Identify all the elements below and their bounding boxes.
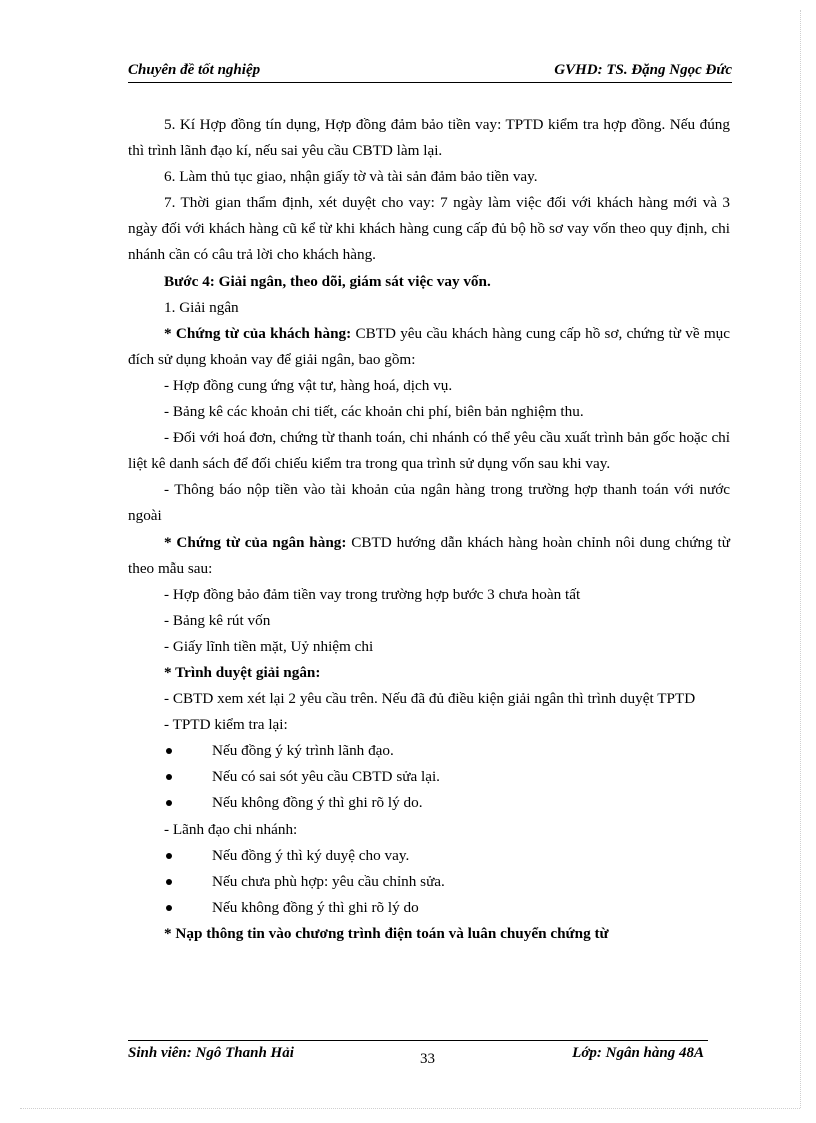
paragraph: 6. Làm thủ tục giao, nhận giấy tờ và tài sản đảm bảo tiền vay. xyxy=(164,168,538,186)
list-item: - Hợp đồng bảo đảm tiền vay trong trường hợp bước 3 chưa hoàn tất xyxy=(164,585,581,603)
page-header xyxy=(128,62,732,83)
subheading: * Chứng từ của ngân hàng: xyxy=(164,533,347,551)
list-item: - Giấy lĩnh tiền mặt, Uỷ nhiệm chi xyxy=(164,637,374,655)
list-item: - Bảng kê rút vốn xyxy=(164,611,271,629)
bullet-text: Nếu đồng ý thì ký duyệ cho vay. xyxy=(212,846,410,864)
paragraph: 5. Kí Hợp đồng tín dụng, Hợp đồng đảm bảo tiền vay: TPTD kiểm tra hợp đồng. Nếu đúng thì trình lãnh đạo kí, nếu sai yêu cầu CBTD làm lại. xyxy=(128,116,730,160)
list-item: - Hợp đồng cung ứng vật tư, hàng hoá, dịch vụ. xyxy=(164,376,453,394)
bullet-item xyxy=(128,895,730,921)
header-title: Chuyên đề tốt nghiệp xyxy=(128,62,261,78)
page-border-bottom xyxy=(20,1108,800,1109)
bullet-icon xyxy=(166,853,172,859)
bullet-item xyxy=(128,790,730,816)
bullet-item xyxy=(128,764,730,790)
page-body xyxy=(128,112,730,947)
paragraph xyxy=(128,530,730,582)
bullet-text: Nếu không đồng ý thì ghi rõ lý do. xyxy=(212,794,423,812)
footer-student: Sinh viên: Ngô Thanh Hải xyxy=(128,1045,294,1061)
list-item: - Thông báo nộp tiền vào tài khoản của ngân hàng trong trường hợp thanh toán với nước ngoài xyxy=(128,481,730,525)
subheading: * Chứng từ của khách hàng: xyxy=(164,324,352,342)
page-number: 33 xyxy=(420,1051,435,1067)
footer-class: Lớp: Ngân hàng 48A xyxy=(572,1045,704,1061)
list-item: - Đối với hoá đơn, chứng từ thanh toán, chi nhánh có thể yêu cầu xuất trình bản gốc hoặc chỉ liệt kê danh sách để đối chiếu kiểm tra trong qua trình sử dụng vốn sau khi vay. xyxy=(128,429,730,473)
paragraph: 1. Giải ngân xyxy=(164,298,239,316)
bullet-item xyxy=(128,843,730,869)
bullet-icon xyxy=(166,905,172,911)
paragraph xyxy=(128,321,730,373)
bullet-icon xyxy=(166,879,172,885)
list-item: - CBTD xem xét lại 2 yêu cầu trên. Nếu đã đủ điều kiện giải ngân thì trình duyệt TPTD xyxy=(164,690,696,708)
page-footer xyxy=(128,1040,708,1071)
header-advisor: GVHD: TS. Đặng Ngọc Đức xyxy=(554,62,732,78)
bullet-text: Nếu đồng ý ký trình lãnh đạo. xyxy=(212,742,394,760)
bullet-item xyxy=(128,869,730,895)
bullet-icon xyxy=(166,774,172,780)
subheading: * Nạp thông tin vào chương trình điện toán và luân chuyển chứng từ xyxy=(164,924,609,942)
bullet-text: Nếu không đồng ý thì ghi rõ lý do xyxy=(212,898,419,916)
paragraph-text: CBTD hướng dẫn khách hàng hoàn chỉnh nôi dung chứng từ theo mẫu sau: xyxy=(128,533,731,577)
bullet-item xyxy=(128,738,730,764)
bullet-text: Nếu chưa phù hợp: yêu cầu chỉnh sửa. xyxy=(212,872,445,890)
bullet-icon xyxy=(166,748,172,754)
section-heading: Bước 4: Giải ngân, theo dõi, giám sát việc vay vốn. xyxy=(164,272,491,290)
list-item: - Lãnh đạo chi nhánh: xyxy=(164,820,298,838)
bullet-text: Nếu có sai sót yêu cầu CBTD sửa lại. xyxy=(212,768,440,786)
list-item: - Bảng kê các khoản chi tiết, các khoản chi phí, biên bản nghiệm thu. xyxy=(164,403,584,421)
subheading: * Trình duyệt giải ngân: xyxy=(164,663,321,681)
paragraph: 7. Thời gian thẩm định, xét duyệt cho vay: 7 ngày làm việc đối với khách hàng mới và 3 ngày đối với khách hàng cũ kể từ khi khách hàng cung cấp đủ bộ hồ sơ vay vốn theo quy định, chi nhánh cần có câu trả lời cho khách hàng. xyxy=(128,194,730,264)
list-item: - TPTD kiểm tra lại: xyxy=(164,716,288,734)
page-border-right xyxy=(800,10,801,1108)
bullet-icon xyxy=(166,800,172,806)
paragraph-text: CBTD yêu cầu khách hàng cung cấp hồ sơ, chứng từ về mục đích sử dụng khoản vay để giải ngân, bao gồm: xyxy=(128,324,730,368)
